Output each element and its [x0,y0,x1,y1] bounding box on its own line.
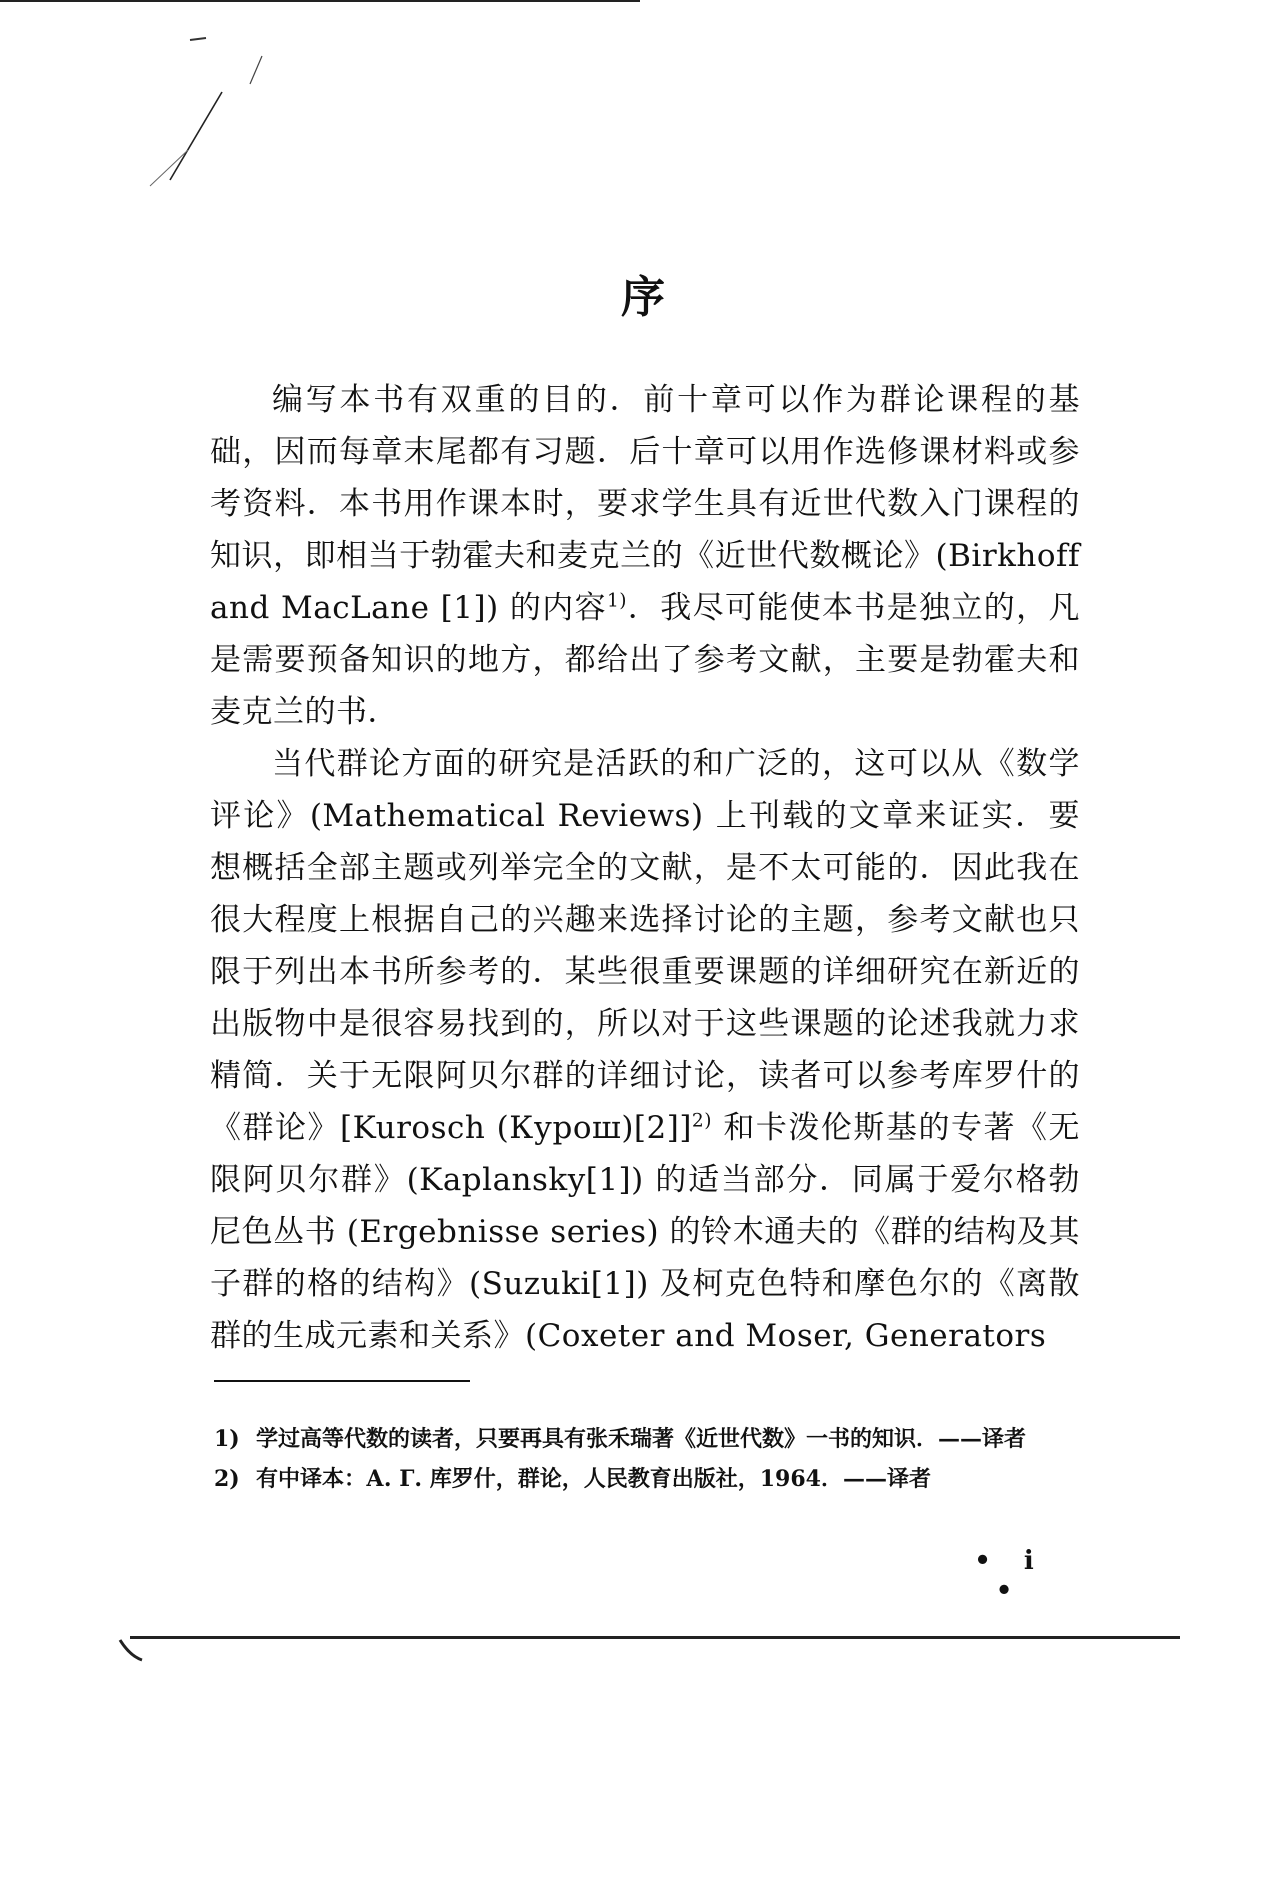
pencil-mark [250,56,262,84]
footnote-2 [214,1462,1084,1496]
paragraph-1-text-a: 编写本书有双重的目的．前十章可以作为群论课程的基础，因而每章末尾都有习题．后十章可以用作选修课材料或参考资料．本书用作课本时，要求学生具有近世代数入门课程的知识，即相当于勃霍夫和麦克兰的《近世代数概论》(Birkhoff and MacLane [1]) 的内容 [210,382,1080,626]
corner-mark [120,1640,142,1660]
bottom-scan-edge [130,1636,1180,1639]
footnote-1-text: 学过高等代数的读者，只要再具有张禾瑞著《近世代数》一书的知识．——译者 [256,1426,1027,1452]
footnote-2-number: 2) [214,1466,240,1492]
paragraph-1 [210,374,1080,738]
page-number: • i • [974,1546,1046,1606]
scan-speck [190,38,206,40]
footnotes [214,1422,1084,1502]
paragraph-2-text-b: 和卡泼伦斯基的专著《无限阿贝尔群》(Kaplansky[1]) 的适当部分．同属于爱尔格勃尼色丛书 (Ergebnisse series) 的铃木通夫的《群的结构及其子群的格的结构》(Suzuki[1]) 及柯克色特和摩色尔的《离散群的生成元素和关系》(Coxeter and Moser, Generators [210,1110,1080,1354]
page-title: 序 [621,272,665,323]
pencil-mark [170,92,222,180]
preface-body [210,374,1080,1362]
footnote-1 [214,1422,1084,1456]
paragraph-2 [210,738,1080,1362]
footnote-separator [214,1380,470,1382]
footnote-1-number: 1) [214,1426,240,1452]
footnote-2-text: 有中译本：А. Г. 库罗什，群论，人民教育出版社，1964．——译者 [256,1466,931,1492]
pencil-mark [150,150,188,186]
paragraph-2-text-a: 当代群论方面的研究是活跃的和广泛的，这可以从《数学评论》(Mathematical Reviews) 上刊载的文章来证实．要想概括全部主题或列举完全的文献，是不太可能的．因此我在很大程度上根据自己的兴趣来选择讨论的主题，参考文献也只限于列出本书所参考的．某些很重要课题的详细研究在新近的出版物中是很容易找到的，所以对于这些课题的论述我就力求精简．关于无限阿贝尔群的详细讨论，读者可以参考库罗什的《群论》[Kurosch (Курош)[2]] [210,746,1080,1146]
paragraph-1-text-b: ．我尽可能使本书是独立的，凡是需要预备知识的地方，都给出了参考文献，主要是勃霍夫和麦克兰的书． [210,590,1081,730]
footnote-ref-2: 2) [691,1110,713,1132]
footnote-ref-1: 1) [606,590,628,612]
